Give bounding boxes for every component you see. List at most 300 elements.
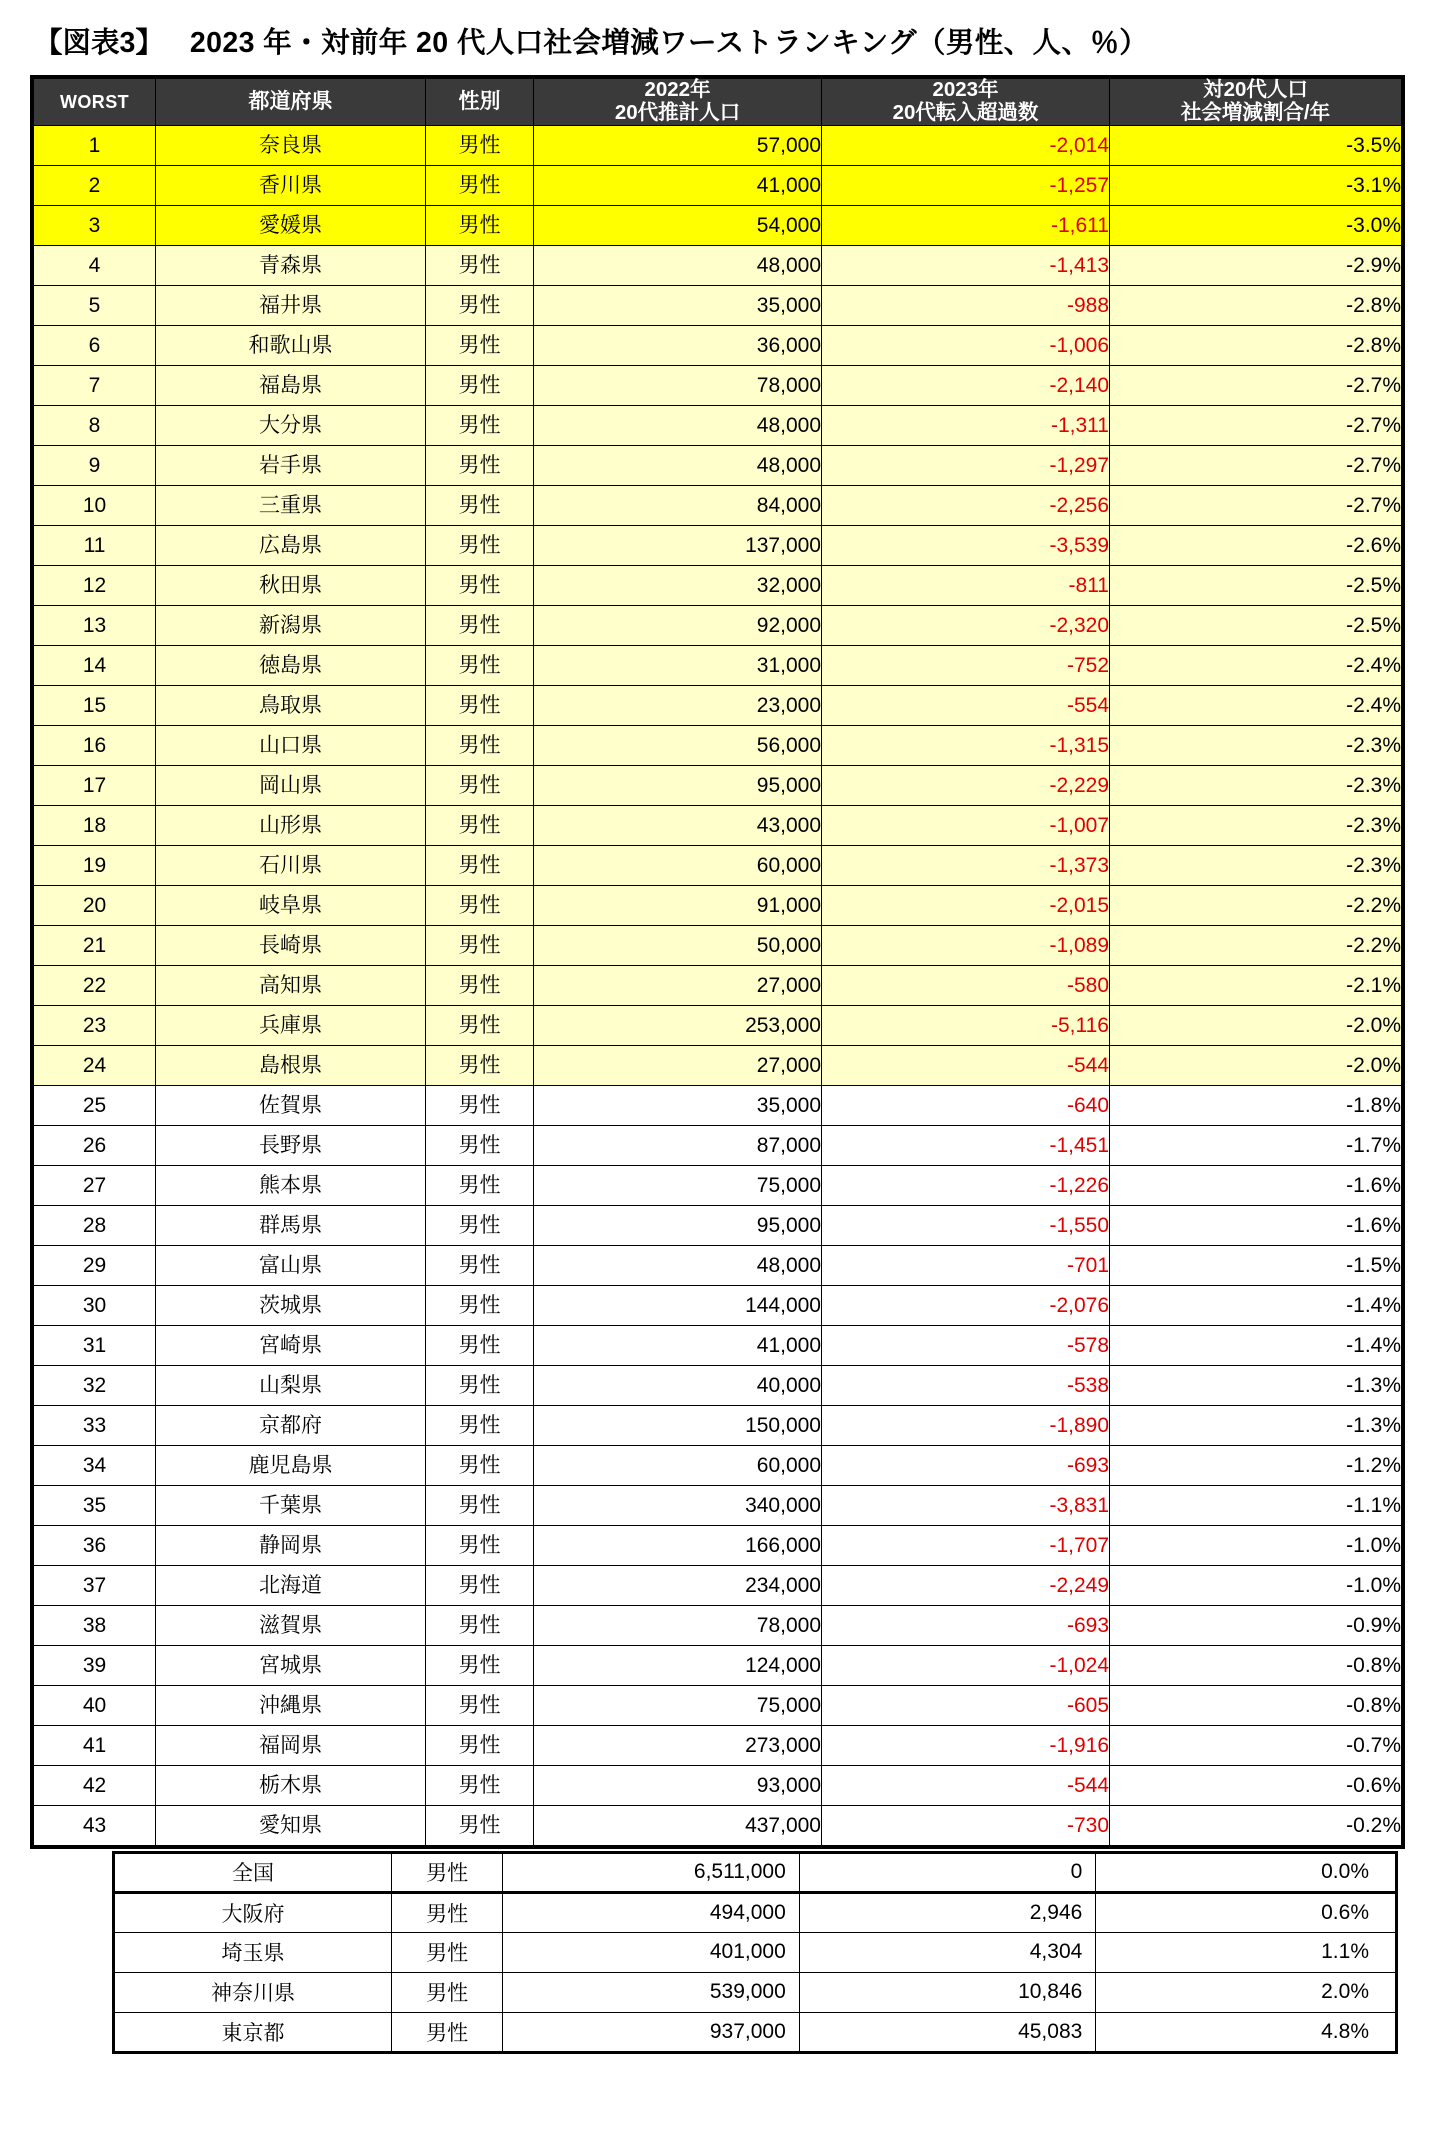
cell-prefecture: 富山県 [156,1245,426,1285]
cell-ratio: -2.4% [1110,645,1402,685]
cell-net-migration: -640 [822,1085,1110,1125]
cell-ratio: -2.2% [1110,885,1402,925]
cell-population: 494,000 [503,1892,800,1932]
cell-ratio: -2.8% [1110,325,1402,365]
cell-net-migration: 2,946 [799,1892,1096,1932]
cell-net-migration: -5,116 [822,1005,1110,1045]
cell-sex: 男性 [426,885,534,925]
cell-sex: 男性 [426,1405,534,1445]
cell-prefecture: 愛媛県 [156,205,426,245]
table-row [34,1725,1402,1765]
cell-sex: 男性 [426,1445,534,1485]
cell-prefecture: 群馬県 [156,1205,426,1245]
cell-net-migration: -2,229 [822,765,1110,805]
cell-net-migration: -2,140 [822,365,1110,405]
cell-population: 32,000 [534,565,822,605]
table-row [34,245,1402,285]
cell-population: 48,000 [534,245,822,285]
cell-prefecture: 栃木県 [156,1765,426,1805]
table-row [34,685,1402,725]
reference-table [112,1851,1398,2054]
cell-population: 56,000 [534,725,822,765]
cell-prefecture: 茨城県 [156,1285,426,1325]
cell-prefecture: 和歌山県 [156,325,426,365]
cell-sex: 男性 [426,405,534,445]
cell-net-migration: -2,320 [822,605,1110,645]
cell-sex: 男性 [426,565,534,605]
cell-net-migration: -3,539 [822,525,1110,565]
header-line-1: 2023年 [932,78,999,101]
cell-ratio: -1.4% [1110,1285,1402,1325]
cell-population: 91,000 [534,885,822,925]
cell-rank: 34 [34,1445,156,1485]
cell-rank: 13 [34,605,156,645]
cell-net-migration: -693 [822,1445,1110,1485]
cell-prefecture: 三重県 [156,485,426,525]
cell-population: 78,000 [534,365,822,405]
cell-population: 6,511,000 [503,1852,800,1892]
cell-rank: 30 [34,1285,156,1325]
cell-rank: 15 [34,685,156,725]
cell-prefecture: 山形県 [156,805,426,845]
cell-prefecture: 岩手県 [156,445,426,485]
cell-sex: 男性 [426,285,534,325]
cell-prefecture: 宮崎県 [156,1325,426,1365]
cell-sex: 男性 [426,685,534,725]
cell-ratio: -3.0% [1110,205,1402,245]
cell-ratio: -2.7% [1110,445,1402,485]
cell-population: 48,000 [534,1245,822,1285]
cell-sex: 男性 [392,1932,503,1972]
table-row [34,525,1402,565]
cell-sex: 男性 [426,1005,534,1045]
cell-net-migration: -2,249 [822,1565,1110,1605]
cell-rank: 43 [34,1805,156,1845]
table-row [34,205,1402,245]
cell-ratio: -2.6% [1110,525,1402,565]
cell-ratio: -1.1% [1110,1485,1402,1525]
cell-ratio: 0.6% [1096,1892,1397,1932]
cell-prefecture: 千葉県 [156,1485,426,1525]
cell-rank: 35 [34,1485,156,1525]
cell-net-migration: -1,611 [822,205,1110,245]
cell-ratio: -2.8% [1110,285,1402,325]
table-row [34,1565,1402,1605]
table-row [34,1125,1402,1165]
cell-ratio: -1.8% [1110,1085,1402,1125]
cell-population: 41,000 [534,1325,822,1365]
cell-rank: 11 [34,525,156,565]
cell-rank: 16 [34,725,156,765]
cell-sex: 男性 [426,725,534,765]
table-row [34,1005,1402,1045]
cell-rank: 5 [34,285,156,325]
cell-sex: 男性 [426,525,534,565]
column-header-sex: 性別 [426,79,534,126]
cell-population: 35,000 [534,1085,822,1125]
cell-prefecture: 広島県 [156,525,426,565]
cell-net-migration: -1,226 [822,1165,1110,1205]
cell-prefecture: 佐賀県 [156,1085,426,1125]
cell-sex: 男性 [426,325,534,365]
table-row [34,1045,1402,1085]
cell-rank: 8 [34,405,156,445]
cell-prefecture: 北海道 [156,1565,426,1605]
table-row [34,565,1402,605]
cell-population: 437,000 [534,1805,822,1845]
cell-ratio: -0.8% [1110,1685,1402,1725]
cell-rank: 33 [34,1405,156,1445]
cell-sex: 男性 [426,165,534,205]
reference-row [114,2012,1397,2052]
cell-net-migration: -2,014 [822,125,1110,165]
reference-row [114,1852,1397,1892]
table-row [34,165,1402,205]
cell-population: 31,000 [534,645,822,685]
cell-net-migration: -578 [822,1325,1110,1365]
cell-ratio: -2.1% [1110,965,1402,1005]
table-header [34,79,1402,126]
table-row [34,645,1402,685]
cell-net-migration: -544 [822,1045,1110,1085]
cell-ratio: -2.3% [1110,805,1402,845]
cell-sex: 男性 [426,645,534,685]
cell-rank: 10 [34,485,156,525]
cell-sex: 男性 [426,1365,534,1405]
cell-ratio: -1.2% [1110,1445,1402,1485]
cell-net-migration: -811 [822,565,1110,605]
cell-ratio: -0.6% [1110,1765,1402,1805]
table-row [34,845,1402,885]
cell-net-migration: -1,089 [822,925,1110,965]
cell-sex: 男性 [426,1165,534,1205]
cell-net-migration: -1,297 [822,445,1110,485]
cell-sex: 男性 [392,1852,503,1892]
cell-sex: 男性 [426,1565,534,1605]
cell-sex: 男性 [392,2012,503,2052]
cell-ratio: -0.2% [1110,1805,1402,1845]
cell-net-migration: 0 [799,1852,1096,1892]
table-row [34,1245,1402,1285]
cell-population: 75,000 [534,1165,822,1205]
cell-rank: 37 [34,1565,156,1605]
cell-sex: 男性 [426,1205,534,1245]
table-row [34,285,1402,325]
cell-net-migration: -2,015 [822,885,1110,925]
cell-ratio: -1.0% [1110,1565,1402,1605]
cell-rank: 4 [34,245,156,285]
cell-population: 36,000 [534,325,822,365]
cell-prefecture: 大分県 [156,405,426,445]
cell-net-migration: -1,916 [822,1725,1110,1765]
cell-sex: 男性 [426,245,534,285]
header-line-2: 社会増減割合/年 [1180,100,1331,124]
cell-population: 50,000 [534,925,822,965]
cell-ratio: -0.9% [1110,1605,1402,1645]
table-row [34,725,1402,765]
reference-row [114,1972,1397,2012]
cell-rank: 17 [34,765,156,805]
table-row [34,1405,1402,1445]
table-row [34,1685,1402,1725]
cell-population: 124,000 [534,1645,822,1685]
cell-net-migration: 10,846 [799,1972,1096,2012]
cell-net-migration: -730 [822,1805,1110,1845]
cell-ratio: -2.0% [1110,1045,1402,1085]
column-header-worst: WORST [34,79,156,126]
cell-prefecture: 熊本県 [156,1165,426,1205]
column-header-prefecture: 都道府県 [156,79,426,126]
cell-net-migration: -554 [822,685,1110,725]
cell-sex: 男性 [426,1485,534,1525]
cell-prefecture: 東京都 [114,2012,392,2052]
cell-rank: 6 [34,325,156,365]
cell-sex: 男性 [426,1325,534,1365]
cell-net-migration: -988 [822,285,1110,325]
page-title [0,0,1430,75]
cell-population: 40,000 [534,1365,822,1405]
cell-ratio: -1.3% [1110,1405,1402,1445]
cell-sex: 男性 [426,1645,534,1685]
cell-population: 27,000 [534,965,822,1005]
cell-rank: 24 [34,1045,156,1085]
cell-population: 95,000 [534,1205,822,1245]
cell-net-migration: -1,890 [822,1405,1110,1445]
table-row [34,1365,1402,1405]
cell-ratio: -2.0% [1110,1005,1402,1045]
cell-rank: 32 [34,1365,156,1405]
cell-prefecture: 長崎県 [156,925,426,965]
cell-ratio: -2.3% [1110,725,1402,765]
cell-prefecture: 福島県 [156,365,426,405]
cell-ratio: -1.3% [1110,1365,1402,1405]
table-row [34,1085,1402,1125]
table-row [34,1285,1402,1325]
header-row [34,79,1402,126]
cell-population: 41,000 [534,165,822,205]
cell-sex: 男性 [426,765,534,805]
table-row [34,1325,1402,1365]
cell-population: 166,000 [534,1525,822,1565]
cell-sex: 男性 [426,1525,534,1565]
cell-population: 137,000 [534,525,822,565]
cell-sex: 男性 [426,1045,534,1085]
cell-ratio: -3.1% [1110,165,1402,205]
cell-net-migration: 45,083 [799,2012,1096,2052]
cell-population: 144,000 [534,1285,822,1325]
table-row [34,965,1402,1005]
cell-ratio: -2.3% [1110,765,1402,805]
cell-population: 253,000 [534,1005,822,1045]
cell-net-migration: -1,413 [822,245,1110,285]
cell-prefecture: 京都府 [156,1405,426,1445]
cell-net-migration: -2,256 [822,485,1110,525]
header-line-1: 2022年 [644,78,711,101]
table-row [34,1805,1402,1845]
cell-rank: 9 [34,445,156,485]
cell-net-migration: -605 [822,1685,1110,1725]
cell-population: 23,000 [534,685,822,725]
table-row [34,365,1402,405]
cell-sex: 男性 [426,925,534,965]
cell-prefecture: 秋田県 [156,565,426,605]
table-body [34,125,1402,1845]
cell-ratio: -1.0% [1110,1525,1402,1565]
cell-prefecture: 香川県 [156,165,426,205]
cell-ratio: 2.0% [1096,1972,1397,2012]
cell-population: 57,000 [534,125,822,165]
cell-prefecture: 鹿児島県 [156,1445,426,1485]
cell-ratio: -1.6% [1110,1205,1402,1245]
cell-sex: 男性 [426,365,534,405]
table-row [34,1445,1402,1485]
cell-prefecture: 山梨県 [156,1365,426,1405]
table-row [34,1165,1402,1205]
cell-population: 43,000 [534,805,822,845]
cell-rank: 31 [34,1325,156,1365]
cell-sex: 男性 [392,1972,503,2012]
table-row [34,1605,1402,1645]
cell-rank: 7 [34,365,156,405]
cell-prefecture: 徳島県 [156,645,426,685]
cell-prefecture: 愛知県 [156,1805,426,1845]
cell-population: 27,000 [534,1045,822,1085]
reference-table-body [114,1852,1397,2052]
cell-rank: 18 [34,805,156,845]
column-header-population-2022 [534,79,822,126]
cell-net-migration: -544 [822,1765,1110,1805]
cell-sex: 男性 [426,1725,534,1765]
cell-population: 78,000 [534,1605,822,1645]
cell-net-migration: -1,707 [822,1525,1110,1565]
cell-ratio: -0.7% [1110,1725,1402,1765]
cell-prefecture: 福岡県 [156,1725,426,1765]
cell-population: 60,000 [534,845,822,885]
cell-population: 150,000 [534,1405,822,1445]
cell-ratio: -3.5% [1110,125,1402,165]
cell-population: 48,000 [534,405,822,445]
cell-rank: 19 [34,845,156,885]
cell-ratio: -2.3% [1110,845,1402,885]
reference-row [114,1932,1397,1972]
cell-population: 48,000 [534,445,822,485]
cell-sex: 男性 [426,965,534,1005]
figure-tag: 【図表3】 [34,27,164,59]
figure-title-text: 2023 年・対前年 20 代人口社会増減ワーストランキング（男性、人、％） [189,27,1149,59]
cell-prefecture: 山口県 [156,725,426,765]
cell-rank: 22 [34,965,156,1005]
cell-net-migration: -752 [822,645,1110,685]
table-row [34,885,1402,925]
cell-sex: 男性 [426,1765,534,1805]
table-row [34,805,1402,845]
cell-sex: 男性 [426,485,534,525]
cell-ratio: -1.6% [1110,1165,1402,1205]
cell-ratio: -2.9% [1110,245,1402,285]
cell-prefecture: 兵庫県 [156,1005,426,1045]
cell-net-migration: -580 [822,965,1110,1005]
cell-rank: 3 [34,205,156,245]
column-header-ratio [1110,79,1402,126]
cell-net-migration: -2,076 [822,1285,1110,1325]
cell-net-migration: -1,315 [822,725,1110,765]
cell-prefecture: 岡山県 [156,765,426,805]
table-row [34,1525,1402,1565]
cell-prefecture: 神奈川県 [114,1972,392,2012]
cell-net-migration: -538 [822,1365,1110,1405]
ranking-table-frame [30,75,1405,1849]
cell-prefecture: 宮城県 [156,1645,426,1685]
cell-rank: 21 [34,925,156,965]
cell-prefecture: 静岡県 [156,1525,426,1565]
cell-population: 60,000 [534,1445,822,1485]
cell-net-migration: -3,831 [822,1485,1110,1525]
cell-prefecture: 鳥取県 [156,685,426,725]
reference-table-container [0,1851,1430,2054]
cell-rank: 42 [34,1765,156,1805]
cell-sex: 男性 [426,1285,534,1325]
cell-sex: 男性 [426,805,534,845]
cell-net-migration: -1,024 [822,1645,1110,1685]
cell-sex: 男性 [426,1605,534,1645]
cell-sex: 男性 [392,1892,503,1932]
cell-sex: 男性 [426,845,534,885]
cell-prefecture: 全国 [114,1852,392,1892]
header-line-1: 対20代人口 [1203,78,1308,101]
cell-net-migration: -1,311 [822,405,1110,445]
cell-ratio: -1.5% [1110,1245,1402,1285]
table-row [34,1485,1402,1525]
cell-prefecture: 長野県 [156,1125,426,1165]
column-header-net-migration-2023 [822,79,1110,126]
cell-sex: 男性 [426,205,534,245]
table-row [34,445,1402,485]
cell-ratio: -2.7% [1110,485,1402,525]
cell-prefecture: 高知県 [156,965,426,1005]
cell-sex: 男性 [426,605,534,645]
cell-population: 35,000 [534,285,822,325]
cell-ratio: -0.8% [1110,1645,1402,1685]
table-row [34,1205,1402,1245]
cell-ratio: -2.2% [1110,925,1402,965]
cell-prefecture: 岐阜県 [156,885,426,925]
table-row [34,485,1402,525]
cell-sex: 男性 [426,1805,534,1845]
cell-population: 84,000 [534,485,822,525]
cell-prefecture: 滋賀県 [156,1605,426,1645]
cell-rank: 39 [34,1645,156,1685]
cell-population: 937,000 [503,2012,800,2052]
cell-population: 340,000 [534,1485,822,1525]
cell-ratio: -2.5% [1110,565,1402,605]
cell-net-migration: -1,007 [822,805,1110,845]
cell-population: 273,000 [534,1725,822,1765]
table-row [34,1765,1402,1805]
table-row [34,1645,1402,1685]
cell-ratio: -1.7% [1110,1125,1402,1165]
table-row [34,765,1402,805]
cell-prefecture: 大阪府 [114,1892,392,1932]
cell-rank: 40 [34,1685,156,1725]
table-row [34,125,1402,165]
cell-net-migration: -1,373 [822,845,1110,885]
cell-prefecture: 新潟県 [156,605,426,645]
cell-population: 87,000 [534,1125,822,1165]
ranking-table-container [0,75,1430,1854]
cell-rank: 28 [34,1205,156,1245]
cell-net-migration: 4,304 [799,1932,1096,1972]
cell-net-migration: -693 [822,1605,1110,1645]
